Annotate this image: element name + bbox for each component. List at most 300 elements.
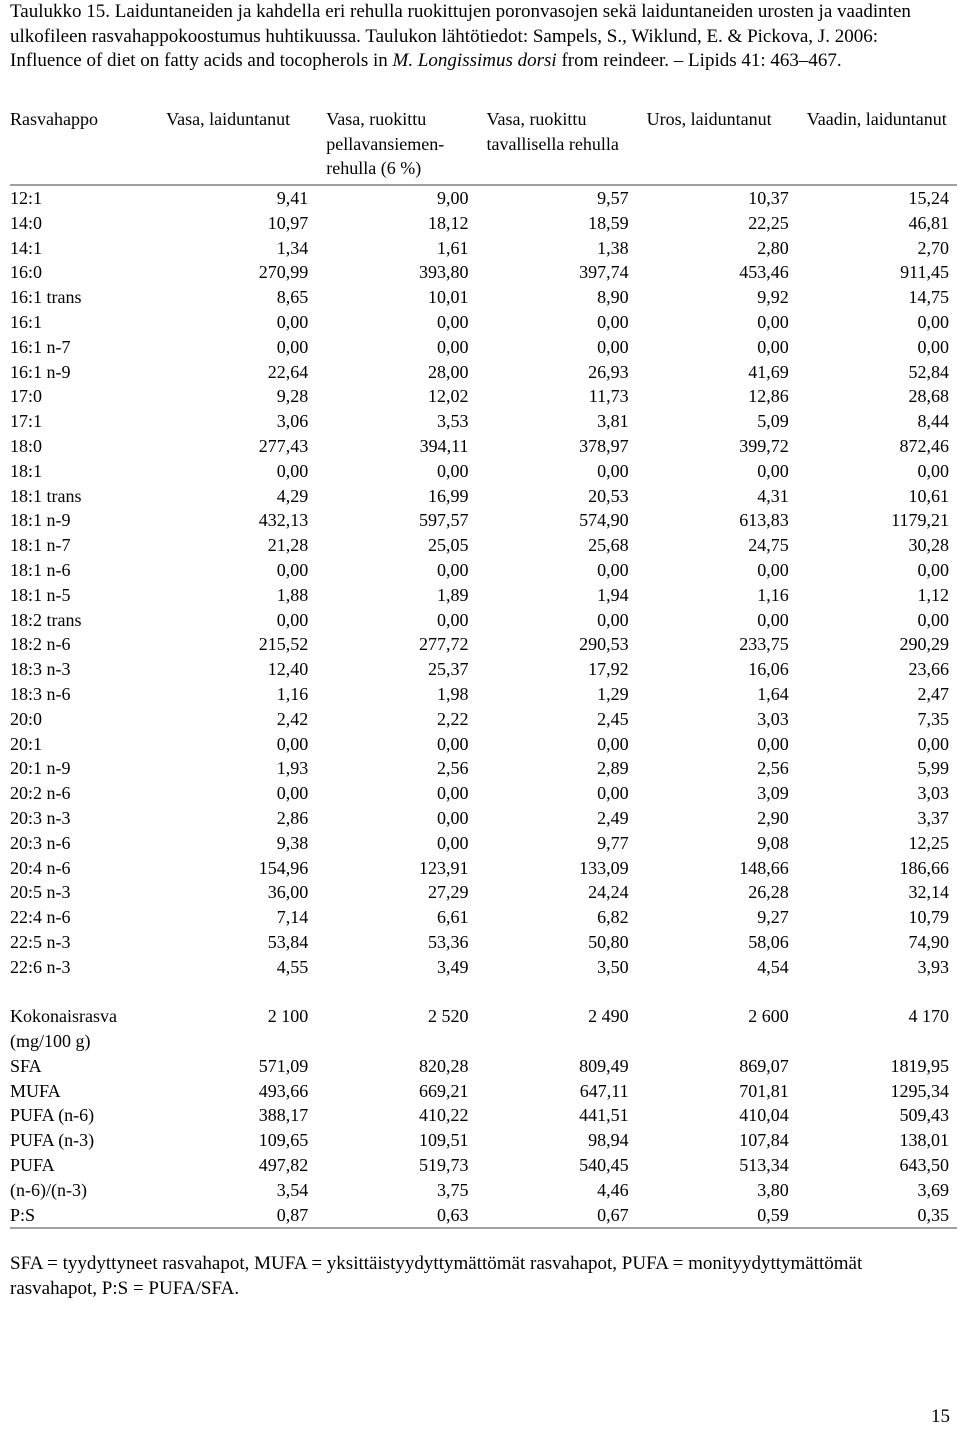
- cell-value: 0,00: [436, 807, 469, 828]
- cell-value: 215,52: [258, 634, 309, 655]
- header-vasa-tavallinen: Vasa, ruokittu tavallisella rehulla: [476, 107, 636, 185]
- cell-value: 3,54: [276, 1179, 309, 1200]
- cell-value: 123,91: [418, 857, 469, 878]
- table-row: [10, 756, 957, 781]
- row-label: (n-6)/(n-3): [10, 1179, 87, 1200]
- cell-value: 10,79: [908, 907, 949, 928]
- cell-value: 1819,95: [890, 1055, 949, 1076]
- cell-value: 8,65: [276, 287, 309, 308]
- cell-value: 0,00: [917, 733, 949, 754]
- cell-value: 1,89: [436, 584, 469, 605]
- row-label: 18:1 n-7: [10, 535, 71, 556]
- cell-value: 0,00: [276, 783, 309, 804]
- cell-value: 3,03: [917, 783, 949, 804]
- cell-value: 0,87: [156, 1203, 316, 1229]
- cell-value: 540,45: [579, 1155, 629, 1176]
- cell-value: 394,11: [419, 435, 469, 456]
- cell-value: 0,00: [597, 783, 629, 804]
- cell-value: 399,72: [739, 435, 789, 456]
- cell-value: 36,00: [267, 882, 309, 903]
- cell-value: 12,86: [748, 386, 789, 407]
- row-label: PUFA (n-6): [10, 1105, 95, 1126]
- table-row: [10, 1128, 957, 1153]
- cell-value: 14,75: [908, 287, 949, 308]
- cell-value: 53,36: [427, 931, 469, 952]
- row-label: 17:0: [10, 386, 43, 407]
- row-label: 22:5 n-3: [10, 931, 71, 952]
- cell-value: 393,80: [418, 262, 469, 283]
- row-label: 14:0: [10, 212, 43, 233]
- cell-value: 22,25: [748, 212, 789, 233]
- cell-value: 2 600: [748, 1006, 789, 1027]
- cell-value: 1,12: [917, 584, 949, 605]
- cell-value: 0,00: [757, 460, 789, 481]
- cell-value: 2,70: [917, 237, 949, 258]
- cell-value: 74,90: [908, 931, 949, 952]
- cell-value: 0,00: [757, 609, 789, 630]
- cell-value: 0,00: [436, 559, 469, 580]
- cell-value: 1,93: [276, 758, 309, 779]
- cell-value: 0,00: [276, 336, 309, 357]
- row-label: 22:4 n-6: [10, 907, 71, 928]
- cell-value: 0,00: [276, 460, 309, 481]
- cell-value: 2 100: [267, 1006, 309, 1027]
- table-row: [10, 260, 957, 285]
- cell-value: 270,99: [258, 262, 309, 283]
- table-row: [10, 682, 957, 707]
- cell-value: 0,00: [276, 733, 309, 754]
- table-row: [10, 583, 957, 608]
- cell-value: 0,00: [757, 733, 789, 754]
- row-label: 18:1 trans: [10, 485, 82, 506]
- row-label: PUFA (n-3): [10, 1130, 95, 1151]
- cell-value: 0,00: [917, 336, 949, 357]
- cell-value: 2,45: [597, 708, 629, 729]
- cell-value: 9,77: [597, 832, 629, 853]
- table-row: [10, 533, 957, 558]
- cell-value: 23,66: [908, 659, 949, 680]
- cell-value: 0,00: [276, 609, 309, 630]
- cell-value: 2,89: [597, 758, 629, 779]
- cell-value: 27,29: [427, 882, 469, 903]
- cell-value: 41,69: [748, 361, 789, 382]
- cell-value: 2,90: [757, 807, 789, 828]
- cell-value: 0,00: [597, 460, 629, 481]
- cell-value: 9,41: [276, 188, 309, 208]
- cell-value: 12,25: [908, 832, 949, 853]
- cell-value: [156, 1029, 316, 1054]
- cell-value: 186,66: [899, 857, 949, 878]
- cell-value: 2,49: [597, 807, 629, 828]
- table-row: [10, 1004, 957, 1029]
- cell-value: 138,01: [899, 1130, 949, 1151]
- table-row: [10, 732, 957, 757]
- cell-value: 18,59: [588, 212, 629, 233]
- table-row: [10, 657, 957, 682]
- cell-value: 3,69: [917, 1179, 949, 1200]
- cell-value: 397,74: [579, 262, 629, 283]
- table-row: [10, 285, 957, 310]
- cell-value: 0,00: [757, 559, 789, 580]
- cell-value: 46,81: [908, 212, 949, 233]
- cell-value: 6,82: [597, 907, 629, 928]
- cell-value: 509,43: [899, 1105, 949, 1126]
- row-label: 16:1 trans: [10, 287, 82, 308]
- cell-value: 0,00: [436, 311, 469, 332]
- cell-value: 4,55: [276, 956, 309, 977]
- row-label: (mg/100 g): [10, 1031, 91, 1052]
- cell-value: 809,49: [579, 1055, 629, 1076]
- cell-value: 513,34: [739, 1155, 789, 1176]
- cell-value: 2 520: [427, 1006, 469, 1027]
- cell-value: 378,97: [579, 435, 629, 456]
- cell-value: 21,28: [267, 535, 309, 556]
- header-rasvahappo: Rasvahappo: [10, 107, 156, 185]
- cell-value: 10,97: [267, 212, 309, 233]
- cell-value: 12,02: [427, 386, 469, 407]
- row-label: 16:0: [10, 262, 43, 283]
- cell-value: 643,50: [899, 1155, 949, 1176]
- cell-value: 3,50: [597, 956, 629, 977]
- cell-value: 3,03: [757, 708, 789, 729]
- header-vaadin: Vaadin, laiduntanut: [797, 107, 957, 185]
- cell-value: 0,00: [597, 336, 629, 357]
- cell-value: 2,56: [436, 758, 469, 779]
- table-row: [10, 632, 957, 657]
- cell-value: 432,13: [258, 510, 309, 531]
- cell-value: 28,00: [427, 361, 469, 382]
- row-label: 16:1 n-7: [10, 336, 71, 357]
- cell-value: 1,29: [597, 683, 629, 704]
- cell-value: 0,00: [436, 336, 469, 357]
- cell-value: 2,86: [276, 807, 309, 828]
- cell-value: [316, 1029, 476, 1054]
- cell-value: 30,28: [908, 535, 949, 556]
- caption-text-start: Taulukko 15. Laiduntaneiden ja kahdella eri rehulla ruokittujen poronvasojen sekä laiduntaneiden urosten ja vaadinten ulkofileen rasvahappokoostumus huhtikuussa. Taulukon lähtötiedot: Sampels, S., Wiklund, E. & Pickova, J. 2006: Influence of diet on fatty acids and tocopherols in: [10, 1, 911, 71]
- cell-value: 28,68: [908, 386, 949, 407]
- cell-value: 2,56: [757, 758, 789, 779]
- table-row: [10, 459, 957, 484]
- table-row: [10, 484, 957, 509]
- cell-value: 0,00: [757, 336, 789, 357]
- cell-value: 133,09: [579, 857, 629, 878]
- cell-value: 0,00: [597, 311, 629, 332]
- table-body: [10, 185, 957, 1228]
- row-label: 18:1 n-5: [10, 584, 71, 605]
- header-uros: Uros, laiduntanut: [637, 107, 797, 185]
- cell-value: 0,00: [597, 609, 629, 630]
- cell-value: 0,00: [917, 311, 949, 332]
- cell-value: 50,80: [588, 931, 629, 952]
- table-row: [10, 1178, 957, 1203]
- row-label: 18:3 n-3: [10, 659, 71, 680]
- row-label: 17:1: [10, 411, 43, 432]
- cell-value: 0,00: [276, 311, 309, 332]
- row-label: 20:4 n-6: [10, 857, 71, 878]
- cell-value: 1,16: [276, 683, 309, 704]
- cell-value: 8,90: [597, 287, 629, 308]
- table-row: [10, 806, 957, 831]
- cell-value: 9,38: [276, 832, 309, 853]
- cell-value: 1,64: [757, 683, 789, 704]
- row-label: 20:1: [10, 733, 43, 754]
- row-label: 20:3 n-3: [10, 807, 71, 828]
- cell-value: [797, 1029, 957, 1054]
- cell-value: 52,84: [908, 361, 949, 382]
- row-label: 18:1: [10, 460, 43, 481]
- cell-value: 15,24: [908, 188, 949, 208]
- cell-value: 3,49: [436, 956, 469, 977]
- cell-value: 0,00: [597, 559, 629, 580]
- cell-value: 7,14: [276, 907, 309, 928]
- cell-value: [476, 1029, 636, 1054]
- table-row: [10, 608, 957, 633]
- cell-value: 613,83: [739, 510, 789, 531]
- cell-value: 7,35: [917, 708, 949, 729]
- row-label: 20:0: [10, 708, 43, 729]
- cell-value: 0,00: [436, 609, 469, 630]
- cell-value: 26,28: [748, 882, 789, 903]
- caption-italic-species: M. Longissimus dorsi: [392, 50, 557, 71]
- row-label: 16:1: [10, 311, 43, 332]
- cell-value: 911,45: [900, 262, 949, 283]
- table-row: [10, 707, 957, 732]
- cell-value: 3,81: [597, 411, 629, 432]
- cell-value: 277,43: [258, 435, 309, 456]
- cell-value: 3,53: [436, 411, 469, 432]
- row-label: 20:3 n-6: [10, 832, 71, 853]
- row-label: P:S: [10, 1203, 156, 1229]
- table-row: [10, 508, 957, 533]
- cell-value: 453,46: [739, 262, 789, 283]
- table-row: [10, 1153, 957, 1178]
- cell-value: 2,47: [917, 683, 949, 704]
- cell-value: 571,09: [258, 1055, 309, 1076]
- table-row: [10, 955, 957, 980]
- cell-value: 24,24: [588, 882, 629, 903]
- table-row: [10, 880, 957, 905]
- cell-value: 0,00: [917, 559, 949, 580]
- cell-value: 4,31: [757, 485, 789, 506]
- cell-value: 25,68: [588, 535, 629, 556]
- table-row: [10, 1103, 957, 1128]
- page-number: 15: [931, 1406, 950, 1427]
- table-row: [10, 360, 957, 385]
- row-label: Kokonaisrasva: [10, 1006, 117, 1027]
- cell-value: 869,07: [739, 1055, 789, 1076]
- cell-value: 22,64: [267, 361, 309, 382]
- cell-value: 53,84: [267, 931, 309, 952]
- cell-value: 3,80: [757, 1179, 789, 1200]
- row-label: 18:3 n-6: [10, 683, 71, 704]
- header-vasa-pellava: Vasa, ruokittu pellavansiemen-rehulla (6 %): [316, 107, 476, 185]
- cell-value: 9,57: [597, 188, 629, 208]
- cell-value: 12,40: [267, 659, 309, 680]
- cell-value: 2 490: [588, 1006, 629, 1027]
- cell-value: 3,93: [917, 956, 949, 977]
- cell-value: 277,72: [418, 634, 469, 655]
- cell-value: 290,53: [579, 634, 629, 655]
- cell-value: 9,92: [757, 287, 789, 308]
- cell-value: 0,00: [597, 733, 629, 754]
- cell-value: 0,00: [436, 733, 469, 754]
- caption-text-end: from reindeer. – Lipids 41: 463–467.: [556, 50, 842, 71]
- cell-value: 597,57: [418, 510, 469, 531]
- table-row: [10, 1054, 957, 1079]
- cell-value: 4 170: [908, 1006, 949, 1027]
- cell-value: 109,51: [418, 1130, 469, 1151]
- cell-value: 0,00: [436, 832, 469, 853]
- cell-value: 25,05: [427, 535, 469, 556]
- cell-value: 2,42: [276, 708, 309, 729]
- table-row: [10, 558, 957, 583]
- cell-value: 519,73: [418, 1155, 469, 1176]
- cell-value: 388,17: [258, 1105, 309, 1126]
- row-label: 20:1 n-9: [10, 758, 71, 779]
- cell-value: 9,00: [436, 188, 469, 208]
- cell-value: [637, 1029, 797, 1054]
- table-row: [10, 1029, 957, 1054]
- fatty-acid-table: [10, 107, 957, 1229]
- cell-value: 148,66: [739, 857, 789, 878]
- cell-value: 1,94: [597, 584, 629, 605]
- row-label: SFA: [10, 1055, 42, 1076]
- cell-value: 290,29: [899, 634, 949, 655]
- row-label: 16:1 n-9: [10, 361, 71, 382]
- cell-value: 410,22: [418, 1105, 469, 1126]
- cell-value: 3,75: [436, 1179, 469, 1200]
- cell-value: 0,00: [757, 311, 789, 332]
- row-label: 22:6 n-3: [10, 956, 71, 977]
- cell-value: 32,14: [908, 882, 949, 903]
- table-caption: [10, 0, 945, 74]
- cell-value: 4,46: [597, 1179, 629, 1200]
- row-label: 20:2 n-6: [10, 783, 71, 804]
- table-row: [10, 781, 957, 806]
- cell-value: 18,12: [427, 212, 469, 233]
- cell-value: 17,92: [588, 659, 629, 680]
- cell-value: 5,99: [917, 758, 949, 779]
- cell-value: 3,09: [757, 783, 789, 804]
- table-row: [10, 856, 957, 881]
- cell-value: 410,04: [739, 1105, 789, 1126]
- table-row: [10, 930, 957, 955]
- header-vasa-laiduntanut: Vasa, laiduntanut: [156, 107, 316, 185]
- cell-value: 10,01: [427, 287, 469, 308]
- cell-value: 497,82: [258, 1155, 309, 1176]
- table-row: [10, 335, 957, 360]
- cell-value: 10,37: [748, 188, 789, 208]
- row-label: MUFA: [10, 1080, 61, 1101]
- cell-value: 109,65: [258, 1130, 309, 1151]
- cell-value: 24,75: [748, 535, 789, 556]
- cell-value: 0,35: [797, 1203, 957, 1229]
- cell-value: 0,00: [917, 609, 949, 630]
- spacer-row: [10, 980, 957, 1005]
- cell-value: 2,22: [436, 708, 469, 729]
- cell-value: 1179,21: [891, 510, 949, 531]
- cell-value: 6,61: [436, 907, 469, 928]
- cell-value: 25,37: [427, 659, 469, 680]
- row-label: 18:2 trans: [10, 609, 82, 630]
- cell-value: 233,75: [739, 634, 789, 655]
- cell-value: 107,84: [739, 1130, 789, 1151]
- cell-value: 647,11: [579, 1080, 629, 1101]
- table-row: [10, 1203, 957, 1229]
- cell-value: 0,67: [476, 1203, 636, 1229]
- cell-value: 98,94: [588, 1130, 629, 1151]
- cell-value: 1,98: [436, 683, 469, 704]
- cell-value: 4,54: [757, 956, 789, 977]
- cell-value: 0,00: [436, 460, 469, 481]
- table-row: [10, 236, 957, 261]
- cell-value: 9,27: [757, 907, 789, 928]
- cell-value: 0,59: [637, 1203, 797, 1229]
- cell-value: 669,21: [418, 1080, 469, 1101]
- cell-value: 1,88: [276, 584, 309, 605]
- table-row: [10, 434, 957, 459]
- cell-value: 3,06: [276, 411, 309, 432]
- cell-value: 493,66: [258, 1080, 309, 1101]
- cell-value: 1,34: [276, 237, 309, 258]
- cell-value: 16,06: [748, 659, 789, 680]
- cell-value: 701,81: [739, 1080, 789, 1101]
- table-row: [10, 831, 957, 856]
- cell-value: 2,80: [757, 237, 789, 258]
- cell-value: 0,00: [917, 460, 949, 481]
- footnote: SFA = tyydyttyneet rasvahapot, MUFA = yksittäistyydyttymättömät rasvahapot, PUFA = monityydyttymättömät rasvahapot, P:S = PUFA/SFA.: [10, 1253, 863, 1299]
- table-row: [10, 211, 957, 236]
- cell-value: 9,08: [757, 832, 789, 853]
- row-label: 18:1 n-6: [10, 559, 71, 580]
- cell-value: 1,38: [597, 237, 629, 258]
- cell-value: 0,00: [276, 559, 309, 580]
- table-row: [10, 409, 957, 434]
- row-label: 18:0: [10, 435, 43, 456]
- table-row: [10, 905, 957, 930]
- cell-value: 11,73: [588, 386, 629, 407]
- cell-value: 20,53: [588, 485, 629, 506]
- cell-value: 26,93: [588, 361, 629, 382]
- cell-value: 872,46: [899, 435, 949, 456]
- cell-value: 5,09: [757, 411, 789, 432]
- row-label: 12:1: [10, 188, 43, 208]
- cell-value: 1,16: [757, 584, 789, 605]
- cell-value: 1295,34: [890, 1080, 949, 1101]
- cell-value: 4,29: [276, 485, 309, 506]
- row-label: 20:5 n-3: [10, 882, 71, 903]
- cell-value: 820,28: [418, 1055, 469, 1076]
- cell-value: 9,28: [276, 386, 309, 407]
- table-row: [10, 185, 957, 211]
- row-label: 14:1: [10, 237, 43, 258]
- table-header-row: [10, 107, 957, 185]
- cell-value: 8,44: [917, 411, 949, 432]
- row-label: 18:2 n-6: [10, 634, 71, 655]
- cell-value: 441,51: [579, 1105, 629, 1126]
- cell-value: 58,06: [748, 931, 789, 952]
- cell-value: 154,96: [258, 857, 309, 878]
- table-row: [10, 310, 957, 335]
- table-row: [10, 384, 957, 409]
- cell-value: 1,61: [436, 237, 469, 258]
- cell-value: 16,99: [427, 485, 469, 506]
- cell-value: 574,90: [579, 510, 629, 531]
- row-label: PUFA: [10, 1155, 55, 1176]
- row-label: 18:1 n-9: [10, 510, 71, 531]
- cell-value: 10,61: [908, 485, 949, 506]
- cell-value: 3,37: [917, 807, 949, 828]
